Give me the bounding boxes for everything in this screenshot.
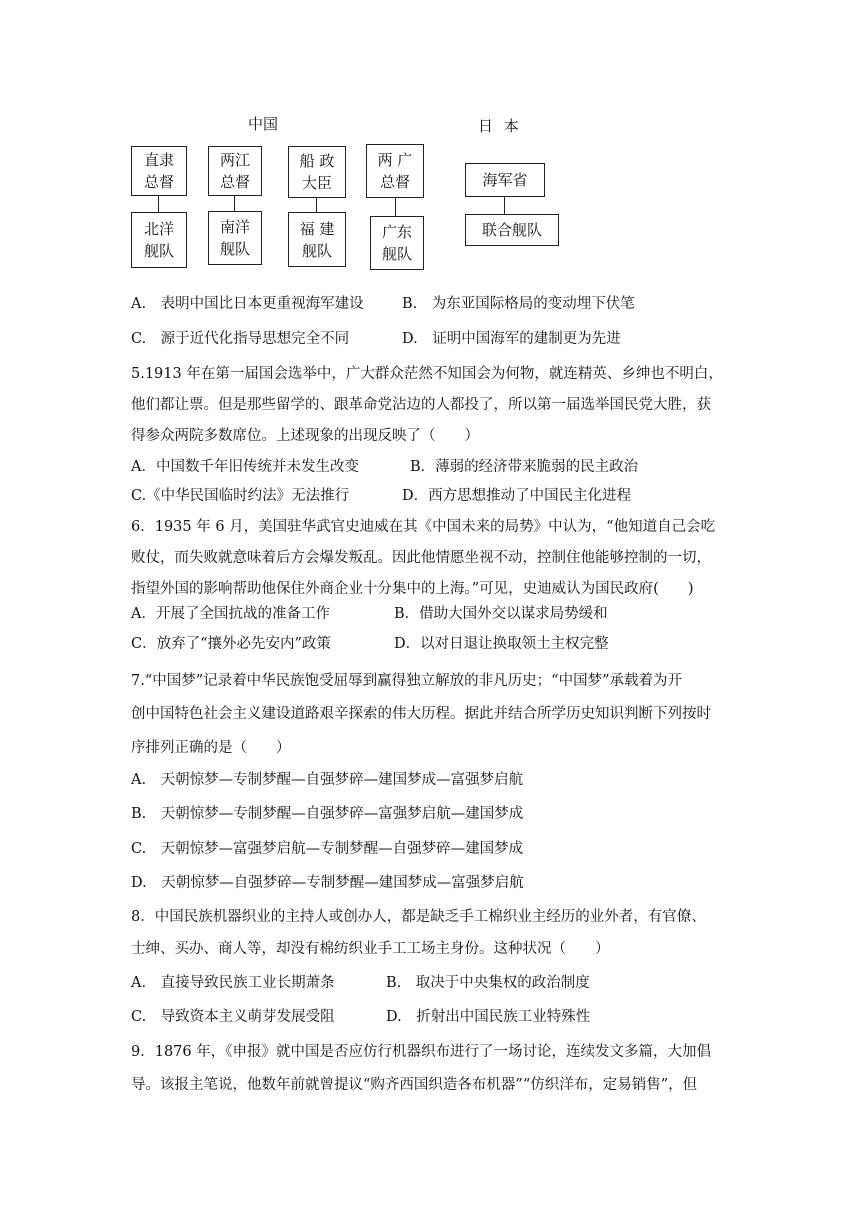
q8-stem-line1: 8．中国民族机器织业的主持人或创办人，都是缺乏手工棉织业主经历的业外者，有官僚、 (131, 909, 706, 925)
japan-label: 日 本 (478, 117, 519, 135)
q7-option-d: D. 天朝惊梦—自强梦碎—专制梦醒—建国梦成—富强梦启航 (131, 875, 524, 891)
china-col3-bottom-box: 福 建 舰队 (288, 212, 346, 267)
q7-stem-line3: 序排列正确的是（ ） (131, 740, 291, 756)
q5-option-d: D．西方思想推动了中国民主化进程 (402, 488, 632, 504)
q5-option-a: A．中国数千年旧传统并未发生改变 (131, 459, 359, 475)
q4-option-a: A. 表明中国比日本更重视海军建设 (131, 296, 364, 312)
q6-option-d: D．以对日退让换取领土主权完整 (394, 636, 609, 652)
china-col3-top-box: 船 政 大臣 (288, 146, 346, 198)
q7-option-b: B. 天朝惊梦—专制梦醒—自强梦碎—富强梦启航—建国梦成 (131, 806, 524, 822)
q6-option-a: A．开展了全国抗战的准备工作 (131, 606, 330, 622)
q5-option-c: C.《中华民国临时约法》无法推行 (131, 488, 350, 504)
q8-stem-line2: 士绅、买办、商人等，却没有棉纺织业手工工场主身份。这种状况（ ） (131, 941, 610, 957)
q8-option-d: D. 折射出中国民族工业特殊性 (386, 1009, 591, 1025)
q4-option-c: C. 源于近代化指导思想完全不同 (131, 331, 350, 347)
q9-stem-line1: 9．1876 年，《申报》就中国是否应仿行机器织布进行了一场讨论，连续发文多篇，大加倡 (131, 1044, 711, 1060)
q4-option-d: D. 证明中国海军的建制更为先进 (402, 331, 621, 347)
q6-stem-line3: 指望外国的影响帮助他保住外商企业十分集中的上海。”可见，史迪威认为国民政府( ) (131, 581, 694, 597)
q5-stem-line2: 他们都让票。但是那些留学的、跟革命党沾边的人都投了，所以第一届选举国民党大胜，获 (131, 397, 711, 413)
connector (395, 198, 396, 216)
q7-option-a: A. 天朝惊梦—专制梦醒—自强梦碎—建国梦成—富强梦启航 (131, 772, 524, 788)
china-col1-bottom-box: 北洋 舰队 (131, 212, 187, 268)
q7-stem-line1: 7.“中国梦”记录着中华民族饱受屈辱到赢得独立解放的非凡历史；“中国梦”承载着为开 (131, 673, 682, 689)
connector (504, 197, 505, 214)
q6-option-c: C．放弃了“攘外必先安内”政策 (131, 636, 331, 652)
q8-option-a: A. 直接导致民族工业长期萧条 (131, 975, 335, 991)
japan-bottom-box: 联合舰队 (465, 214, 559, 246)
china-col2-bottom-box: 南洋 舰队 (208, 211, 262, 265)
q9-stem-line2: 导。该报主笔说，他数年前就曾提议“购齐西国织造各布机器”“仿织洋布，定易销售”，但 (131, 1077, 698, 1093)
connector (234, 196, 235, 211)
q5-option-b: B．薄弱的经济带来脆弱的民主政治 (410, 459, 639, 475)
connector (316, 198, 317, 212)
q5-stem-line1: 5.1913 年在第一届国会选举中，广大群众茫然不知国会为何物，就连精英、乡绅也不明白， (131, 366, 723, 382)
connector (158, 196, 159, 212)
japan-top-box: 海军省 (465, 163, 545, 197)
q6-stem-line2: 败仗，而失败就意味着后方会爆发叛乱。因此他情愿坐视不动，控制住他能够控制的一切， (131, 550, 711, 566)
q6-option-b: B．借助大国外交以谋求局势缓和 (394, 606, 608, 622)
q6-stem-line1: 6．1935 年 6 月，美国驻华武官史迪威在其《中国未来的局势》中认为，“他知道自己会吃 (131, 519, 716, 535)
q7-stem-line2: 创中国特色社会主义建设道路艰辛探索的伟大历程。据此并结合所学历史知识判断下列按时 (131, 706, 711, 722)
china-label: 中国 (248, 115, 279, 133)
china-col1-top-box: 直隶 总督 (131, 146, 187, 196)
china-col2-top-box: 两江 总督 (208, 146, 262, 196)
q7-option-c: C. 天朝惊梦—富强梦启航—专制梦醒—自强梦碎—建国梦成 (131, 841, 524, 857)
q5-stem-line3: 得参众两院多数席位。上述现象的出现反映了（ ） (131, 428, 479, 444)
q8-option-b: B. 取决于中央集权的政治制度 (386, 975, 590, 991)
china-col4-bottom-box: 广东 舰队 (370, 216, 424, 270)
china-col4-top-box: 两 广 总督 (366, 144, 424, 198)
q4-option-b: B. 为东亚国际格局的变动埋下伏笔 (402, 296, 635, 312)
q8-option-c: C. 导致资本主义萌芽发展受阻 (131, 1009, 335, 1025)
